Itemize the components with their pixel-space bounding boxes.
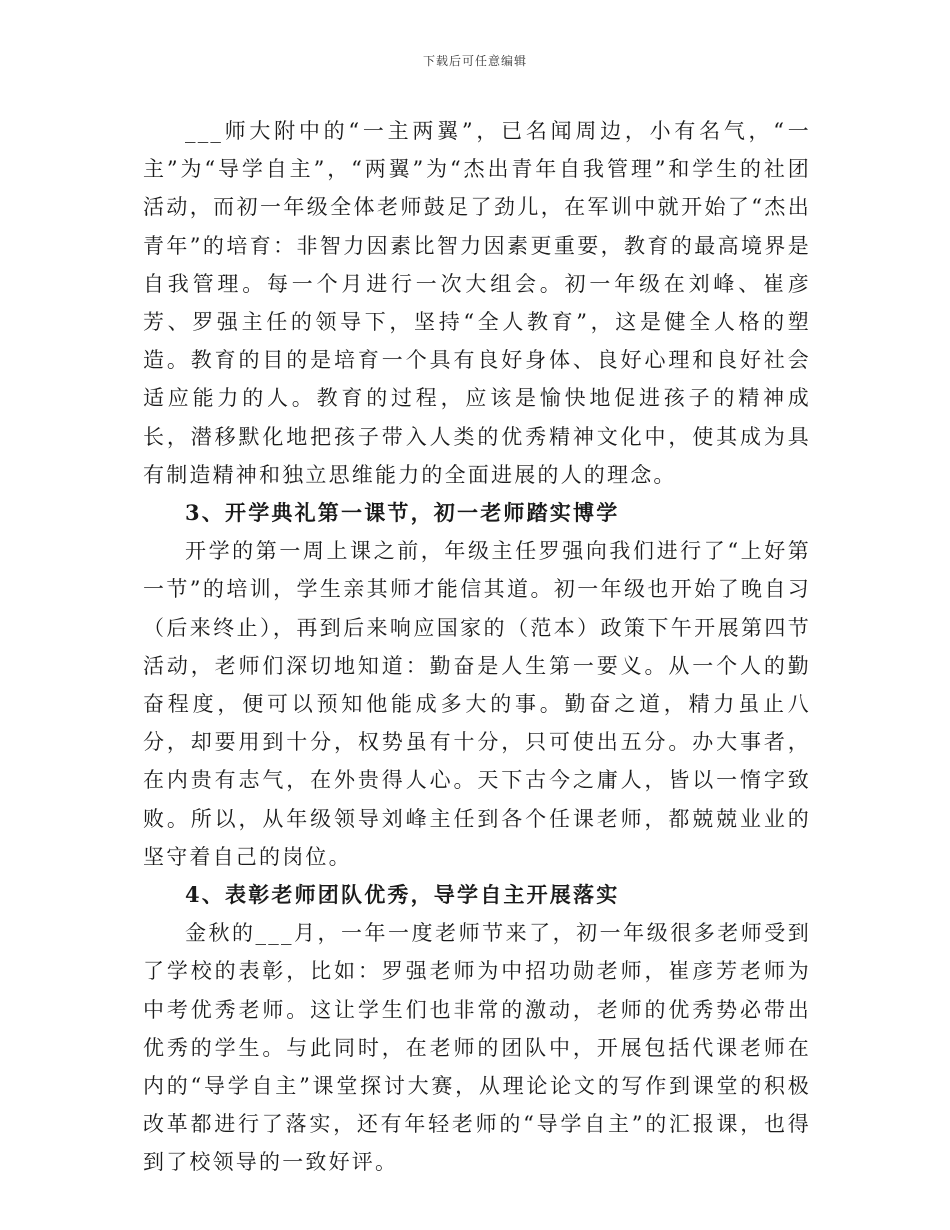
document-body	[143, 112, 811, 1182]
paragraph-first-lesson: 开学的第一周上课之前，年级主任罗强向我们进行了“上好第一节”的培训，学生亲其师才能信其道。初一年级也开始了晚自习（后来终止），再到后来响应国家的（范本）政策下午开展第四节活动，老师们深切地知道：勤奋是人生第一要义。从一个人的勤奋程度，便可以预知他能成多大的事。勤奋之道，精力虽止八分，却要用到十分，权势虽有十分，只可使出五分。办大事者，在内贵有志气，在外贵得人心。天下古今之庸人，皆以一惰字致败。所以，从年级领导刘峰主任到各个任课老师，都兢兢业业的坚守着自己的岗位。	[143, 539, 811, 869]
section-heading-4: 4、表彰老师团队优秀，导学自主开展落实	[185, 882, 620, 908]
page-header: 下载后可任意编辑	[422, 54, 527, 68]
section-heading-3: 3、开学典礼第一课节，初一老师踏实博学	[185, 500, 620, 526]
paragraph-one-two-wings: ___师大附中的“一主两翼”，已名闻周边，小有名气，“一主”为“导学自主”，“两翼”为“杰出青年自我管理”和学生的社团活动，而初一年级全体老师鼓足了劲儿，在军训中就开始了“杰出青年”的培育：非智力因素比智力因素更重要，教育的最高境界是自我管理。每一个月进行一次大组会。初一年级在刘峰、崔彦芳、罗强主任的领导下，坚持“全人教育”，这是健全人格的塑造。教育的目的是培育一个具有良好身体、良好心理和良好社会适应能力的人。教育的过程，应该是愉快地促进孩子的精神成长，潜移默化地把孩子带入人类的优秀精神文化中，使其成为具有制造精神和独立思维能力的全面进展的人的理念。	[143, 119, 811, 487]
paragraph-teacher-awards: 金秋的___月，一年一度老师节来了，初一年级很多老师受到了学校的表彰，比如：罗强老师为中招功勋老师，崔彦芳老师为中考优秀老师。这让学生们也非常的激动，老师的优秀势必带出优秀的学生。与此同时，在老师的团队中，开展包括代课老师在内的“导学自主”课堂探讨大赛，从理论论文的写作到课堂的积极改革都进行了落实，还有年轻老师的“导学自主”的汇报课，也得到了校领导的一致好评。	[143, 921, 811, 1175]
